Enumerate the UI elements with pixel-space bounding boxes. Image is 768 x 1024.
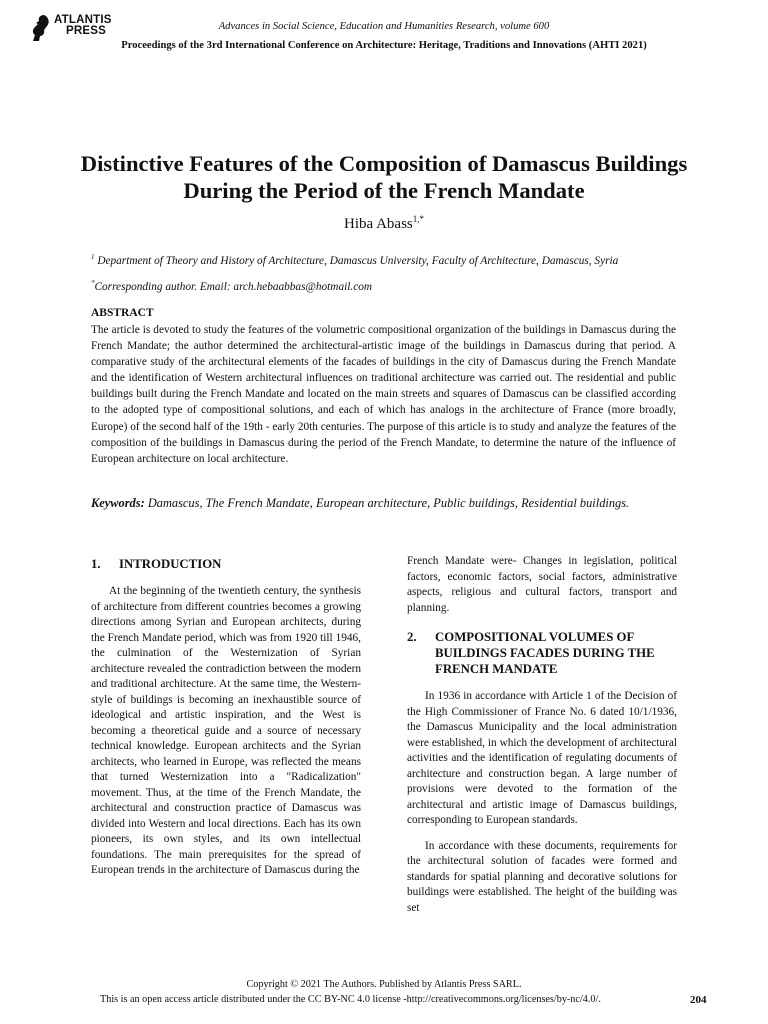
paper-title: Distinctive Features of the Composition of Damascus Buildings During the Period of the French Mandate — [80, 151, 688, 203]
section-1-title: INTRODUCTION — [119, 557, 222, 571]
author-line — [0, 214, 768, 233]
section-2-paragraph-1: In 1936 in accordance with Article 1 of the Decision of the High Commissioner of France No. 6 dated 10/1/1936, the Damascus Municipality and the local administration were established, in which the development of architectural activities and the identification of regulating documents of architecture and construction began. A large number of provisions were devoted to the formation of the architectural and artistic image of Damascus buildings, corresponding to European standards. — [407, 690, 677, 826]
corresponding-superscript: * — [91, 279, 95, 287]
section-2-title: COMPOSITIONAL VOLUMES OF BUILDINGS FACADES DURING THE FRENCH MANDATE — [435, 630, 655, 676]
right-column — [407, 554, 677, 916]
corresponding-author — [91, 279, 681, 293]
section-1-number: 1. — [91, 557, 101, 571]
footer-license: This is an open access article distributed under the CC BY-NC 4.0 license -http://creativecommons.org/licenses/by-nc/4.0/. — [100, 994, 601, 1005]
author-name: Hiba Abass — [344, 216, 413, 232]
section-2-number: 2. — [407, 630, 417, 644]
keywords-text: Damascus, The French Mandate, European architecture, Public buildings, Residential buildings. — [147, 496, 630, 510]
affiliation-text: Department of Theory and History of Architecture, Damascus University, Faculty of Architecture, Damascus, Syria — [97, 254, 619, 267]
introduction-continuation: French Mandate were- Changes in legislation, political factors, economic factors, social factors, administrative aspects, religious and cultural factors, transport and planning. — [407, 555, 677, 614]
journal-header: Advances in Social Science, Education and Humanities Research, volume 600 — [218, 21, 550, 32]
section-1-heading — [91, 556, 361, 572]
affiliation-superscript: 1 — [91, 253, 95, 261]
section-2-paragraph-2: In accordance with these documents, requirements for the architectural solution of facades were formed and standards for spatial planning and decorative solutions for buildings were established. The height of the building was set — [407, 839, 677, 914]
keywords — [91, 495, 681, 511]
footer-copyright: Copyright © 2021 The Authors. Published by Atlantis Press SARL. — [246, 979, 522, 990]
keywords-label: Keywords: — [91, 496, 145, 510]
proceedings-header: Proceedings of the 3rd International Conference on Architecture: Heritage, Traditions and Innovations (AHTI 2021) — [121, 40, 647, 51]
section-2-heading — [407, 629, 677, 677]
affiliation — [91, 251, 681, 268]
left-column — [91, 556, 361, 879]
logo-line-2: PRESS — [66, 25, 106, 37]
author-superscript: 1,* — [412, 214, 424, 224]
logo-line-1: ATLANTIS — [54, 14, 112, 26]
abstract-heading: ABSTRACT — [91, 307, 154, 319]
page-number: 204 — [690, 994, 707, 1006]
abstract-body: The article is devoted to study the features of the volumetric compositional organization of the buildings in Damascus during the French Mandate; the author determined the architectural-artistic image of the buildings in Damascus during that period. A comparative study of the architectural elements of the facades of buildings in the city of Damascus during the French Mandate and the identification of Western architectural influences on traditional architecture was carried out. The residential and public buildings built during the French Mandate and located on the main streets and squares of Damascus can be classified according to the adopted type of compositional solutions, and each of which has analogs in the architecture of France (more broadly, Europe) of the second half of the 19th - early 20th centuries. The purpose of this article is to study and analyze the features of the composition of the buildings in Damascus during the period of the French Mandate, to determine the nature of the influence of European architecture on local architecture. — [91, 324, 676, 465]
corresponding-text: Corresponding author. Email: arch.hebaabbas@hotmail.com — [94, 280, 373, 293]
introduction-paragraph: At the beginning of the twentieth century, the synthesis of architecture from different countries becomes a growing directions among Syrian and European architects, during the French Mandate period, which was from 1920 till 1946, the culmination of the Westernization of Syrian architecture revealed the contradiction between the modern and traditional architecture. At the same time, the Western-style of buildings is becoming an inexhaustible source of ideological and artistic inspiration, and the West is becoming a theoretical guide and a source of necessary technical knowledge. European architects and the Syrian architects, who learned in Europe, was reflected the means that turned Westernization into a "Radicalization" movement. Thus, at the time of the French Mandate, the architectural and construction practice of Damascus was divided into Western and local directions. Each has its own pioneers, its own styles, and its own intellectual foundations. The main prerequisites for the spread of European trends in the architecture of Damascus during the — [91, 585, 361, 876]
